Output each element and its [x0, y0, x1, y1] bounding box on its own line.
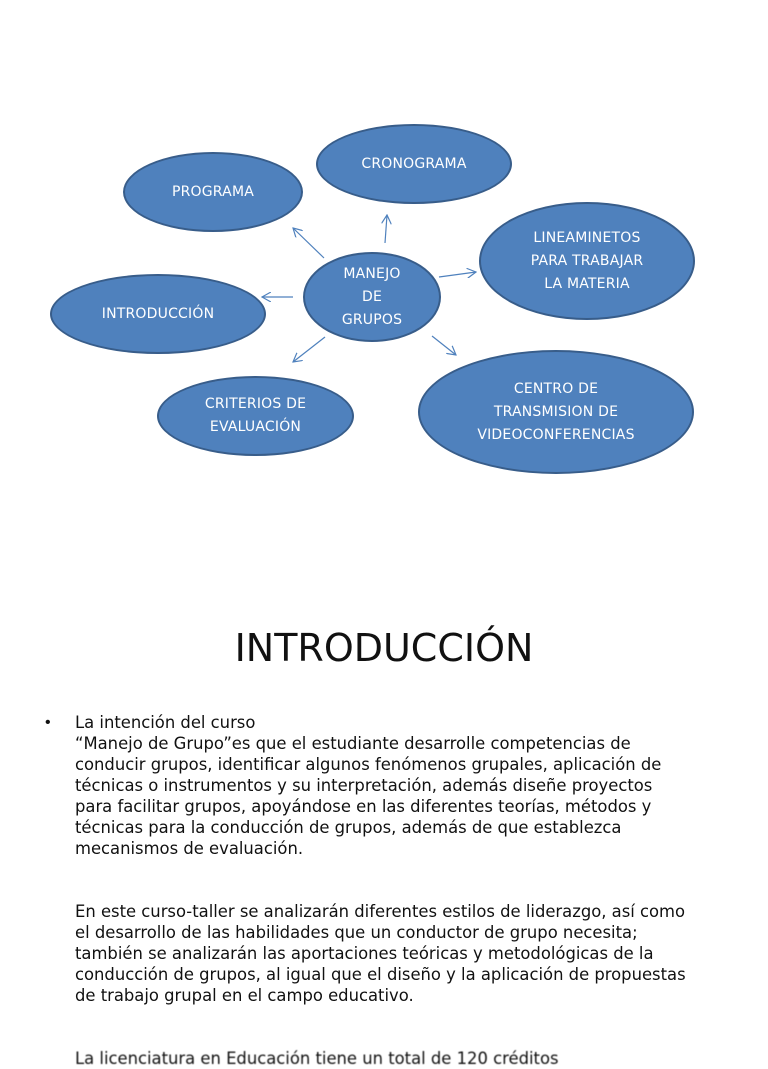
intro-paragraph-1: La intención del curso “Manejo de Grupo”es que el estudiante desarrolle competencias de conducir grupos, identificar algunos fenómenos grupales, aplicación de técnicas o instrumentos y su interpretación, además diseñe proyectos para facilitar grupos, apoyándose en las diferentes teorías, métodos y técnicas para la conducción de grupos, además de que establezca mecanismos de evaluación.	[75, 713, 662, 858]
node-manejo-de-grupos	[303, 252, 441, 342]
node-centro-label: CENTRO DE TRANSMISION DE VIDEOCONFERENCIAS	[477, 380, 635, 443]
arrow-to-criterios	[293, 337, 325, 362]
bullet-glyph: •	[45, 714, 51, 731]
node-introduccion	[50, 274, 266, 354]
intro-paragraph-3-partial: La licenciatura en Educación tiene un total de 120 créditos	[75, 1049, 559, 1068]
paragraph-spacer	[75, 1006, 735, 1048]
arrow-to-lineamientos	[439, 272, 476, 277]
intro-body	[45, 712, 735, 1069]
node-programa	[123, 152, 303, 232]
node-centro	[418, 350, 694, 474]
arrow-to-cronograma	[385, 215, 387, 243]
bullet-item	[45, 712, 735, 1069]
node-criterios-label: CRITERIOS DE EVALUACIÓN	[204, 396, 307, 435]
arrow-to-centro	[432, 336, 456, 355]
node-criterios	[157, 376, 354, 456]
node-programa-label: PROGRAMA	[171, 183, 255, 200]
node-cronograma	[316, 124, 512, 204]
node-introduccion-label: INTRODUCCIÓN	[101, 305, 215, 322]
node-lineamientos-label: LINEAMINETOS PARA TRABAJAR LA MATERIA	[530, 229, 644, 292]
node-cronograma-label: CRONOGRAMA	[361, 155, 467, 172]
node-lineamientos	[479, 202, 695, 320]
arrow-to-programa	[293, 228, 324, 258]
intro-title: INTRODUCCIÓN	[234, 626, 534, 670]
paragraph-spacer	[75, 859, 735, 901]
node-manejo-de-grupos-label: MANEJO DE GRUPOS	[341, 265, 403, 328]
intro-paragraph-2: En este curso-taller se analizarán diferentes estilos de liderazgo, así como el desarrollo de las habilidades que un conductor de grupo necesita; también se analizarán las aportaciones teóricas y metodológicas de la conducción de grupos, al igual que el diseño y la aplicación de propuestas de trabajo grupal en el campo educativo.	[75, 902, 686, 1005]
mind-map-diagram	[0, 0, 768, 520]
